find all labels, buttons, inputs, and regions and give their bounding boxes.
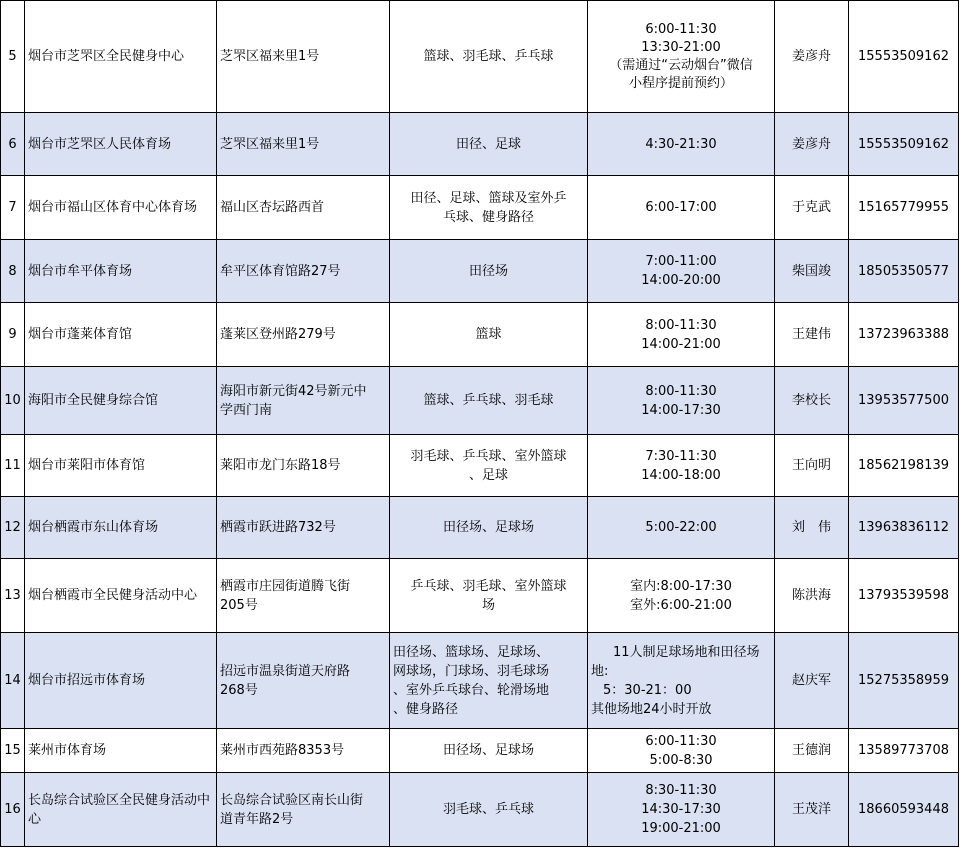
opening-hours: 7:00-11:00 14:00-20:00: [588, 240, 775, 303]
venue-projects: 羽毛球、乒乓球、室外篮球 、足球: [390, 435, 588, 497]
contact-person: 姜彦舟: [775, 1, 849, 113]
venue-address: 莱阳市龙门东路18号: [217, 435, 390, 497]
contact-phone: 18562198139: [849, 435, 959, 497]
contact-phone: 13963836112: [849, 497, 959, 559]
venue-address: 芝罘区福来里1号: [217, 1, 390, 113]
contact-person: 于克武: [775, 176, 849, 240]
venue-address: 海阳市新元街42号新元中 学西门南: [217, 367, 390, 435]
contact-phone: 18505350577: [849, 240, 959, 303]
contact-phone: 15165779955: [849, 176, 959, 240]
contact-phone: 13723963388: [849, 303, 959, 367]
row-number: 7: [1, 176, 25, 240]
venue-name: 烟台市招远市体育场: [25, 633, 217, 729]
table-row: [1, 113, 959, 176]
row-number: 15: [1, 729, 25, 773]
venue-name: 长岛综合试验区全民健身活动中心: [25, 773, 217, 847]
opening-hours: 8:00-11:30 14:00-17:30: [588, 367, 775, 435]
row-number: 5: [1, 1, 25, 113]
row-number: 11: [1, 435, 25, 497]
opening-hours: 11人制足球场地和田径场 地: 5：30-21：00 其他场地24小时开放: [588, 633, 775, 729]
venue-address: 芝罘区福来里1号: [217, 113, 390, 176]
contact-phone: 15553509162: [849, 113, 959, 176]
row-number: 16: [1, 773, 25, 847]
contact-person: 陈洪海: [775, 559, 849, 633]
table-row: [1, 773, 959, 847]
venue-name: 烟台栖霞市东山体育场: [25, 497, 217, 559]
opening-hours: 6:00-11:30 5:00-8:30: [588, 729, 775, 773]
contact-phone: 18660593448: [849, 773, 959, 847]
table-row: [1, 176, 959, 240]
row-number: 10: [1, 367, 25, 435]
table-row: [1, 1, 959, 113]
row-number: 9: [1, 303, 25, 367]
table-row: [1, 559, 959, 633]
opening-hours: 8:00-11:30 14:00-21:00: [588, 303, 775, 367]
venue-name: 烟台市牟平体育场: [25, 240, 217, 303]
venue-address: 福山区杏坛路西首: [217, 176, 390, 240]
venue-projects: 田径场、足球场: [390, 497, 588, 559]
venue-name: 烟台市芝罘区全民健身中心: [25, 1, 217, 113]
contact-person: 王建伟: [775, 303, 849, 367]
table-row: [1, 497, 959, 559]
contact-person: 王德润: [775, 729, 849, 773]
venue-name: 烟台市福山区体育中心体育场: [25, 176, 217, 240]
contact-person: 王茂洋: [775, 773, 849, 847]
table-row: [1, 633, 959, 729]
venue-projects: 田径场、篮球场、足球场、 网球场，门球场、羽毛球场 、室外乒乓球台、轮滑场地 、健身路径: [390, 633, 588, 729]
table-row: [1, 240, 959, 303]
row-number: 14: [1, 633, 25, 729]
venue-name: 莱州市体育场: [25, 729, 217, 773]
contact-phone: 13793539598: [849, 559, 959, 633]
contact-phone: 15275358959: [849, 633, 959, 729]
opening-hours: 室内:8:00-17:30 室外:6:00-21:00: [588, 559, 775, 633]
venue-address: 栖霞市庄园街道腾飞街 205号: [217, 559, 390, 633]
venue-address: 长岛综合试验区南长山街 道青年路2号: [217, 773, 390, 847]
venue-name: 海阳市全民健身综合馆: [25, 367, 217, 435]
venue-name: 烟台市莱阳市体育馆: [25, 435, 217, 497]
opening-hours: 7:30-11:30 14:00-18:00: [588, 435, 775, 497]
opening-hours: 4:30-21:30: [588, 113, 775, 176]
venue-projects: 田径、足球: [390, 113, 588, 176]
contact-person: 赵庆军: [775, 633, 849, 729]
opening-hours: 6:00-17:00: [588, 176, 775, 240]
row-number: 6: [1, 113, 25, 176]
venue-address: 栖霞市跃进路732号: [217, 497, 390, 559]
venue-address: 招远市温泉街道天府路 268号: [217, 633, 390, 729]
table-row: [1, 367, 959, 435]
contact-phone: 13953577500: [849, 367, 959, 435]
contact-person: 柴国竣: [775, 240, 849, 303]
row-number: 12: [1, 497, 25, 559]
venue-address: 蓬莱区登州路279号: [217, 303, 390, 367]
opening-hours: 8:30-11:30 14:30-17:30 19:00-21:00: [588, 773, 775, 847]
contact-person: 刘 伟: [775, 497, 849, 559]
opening-hours: 5:00-22:00: [588, 497, 775, 559]
table-row: [1, 303, 959, 367]
venue-projects: 篮球: [390, 303, 588, 367]
table-row: [1, 729, 959, 773]
table-row: [1, 435, 959, 497]
venue-name: 烟台市蓬莱体育馆: [25, 303, 217, 367]
venue-projects: 田径场: [390, 240, 588, 303]
contact-phone: 13589773708: [849, 729, 959, 773]
venue-address: 牟平区体育馆路27号: [217, 240, 390, 303]
venue-projects: 篮球、乒乓球、羽毛球: [390, 367, 588, 435]
venue-projects: 田径场、足球场: [390, 729, 588, 773]
contact-person: 李校长: [775, 367, 849, 435]
contact-person: 姜彦舟: [775, 113, 849, 176]
venue-projects: 乒乓球、羽毛球、室外篮球 场: [390, 559, 588, 633]
row-number: 8: [1, 240, 25, 303]
venue-projects: 田径、足球、篮球及室外乒 乓球、健身路径: [390, 176, 588, 240]
venue-table-body: [1, 1, 959, 847]
venue-projects: 篮球、羽毛球、乒乓球: [390, 1, 588, 113]
row-number: 13: [1, 559, 25, 633]
venue-address: 莱州市西苑路8353号: [217, 729, 390, 773]
opening-hours: 6:00-11:30 13:30-21:00 （需通过“云动烟台”微信 小程序提前预约）: [588, 1, 775, 113]
venue-name: 烟台市芝罘区人民体育场: [25, 113, 217, 176]
contact-person: 王向明: [775, 435, 849, 497]
contact-phone: 15553509162: [849, 1, 959, 113]
venue-projects: 羽毛球、乒乓球: [390, 773, 588, 847]
venue-name: 烟台栖霞市全民健身活动中心: [25, 559, 217, 633]
